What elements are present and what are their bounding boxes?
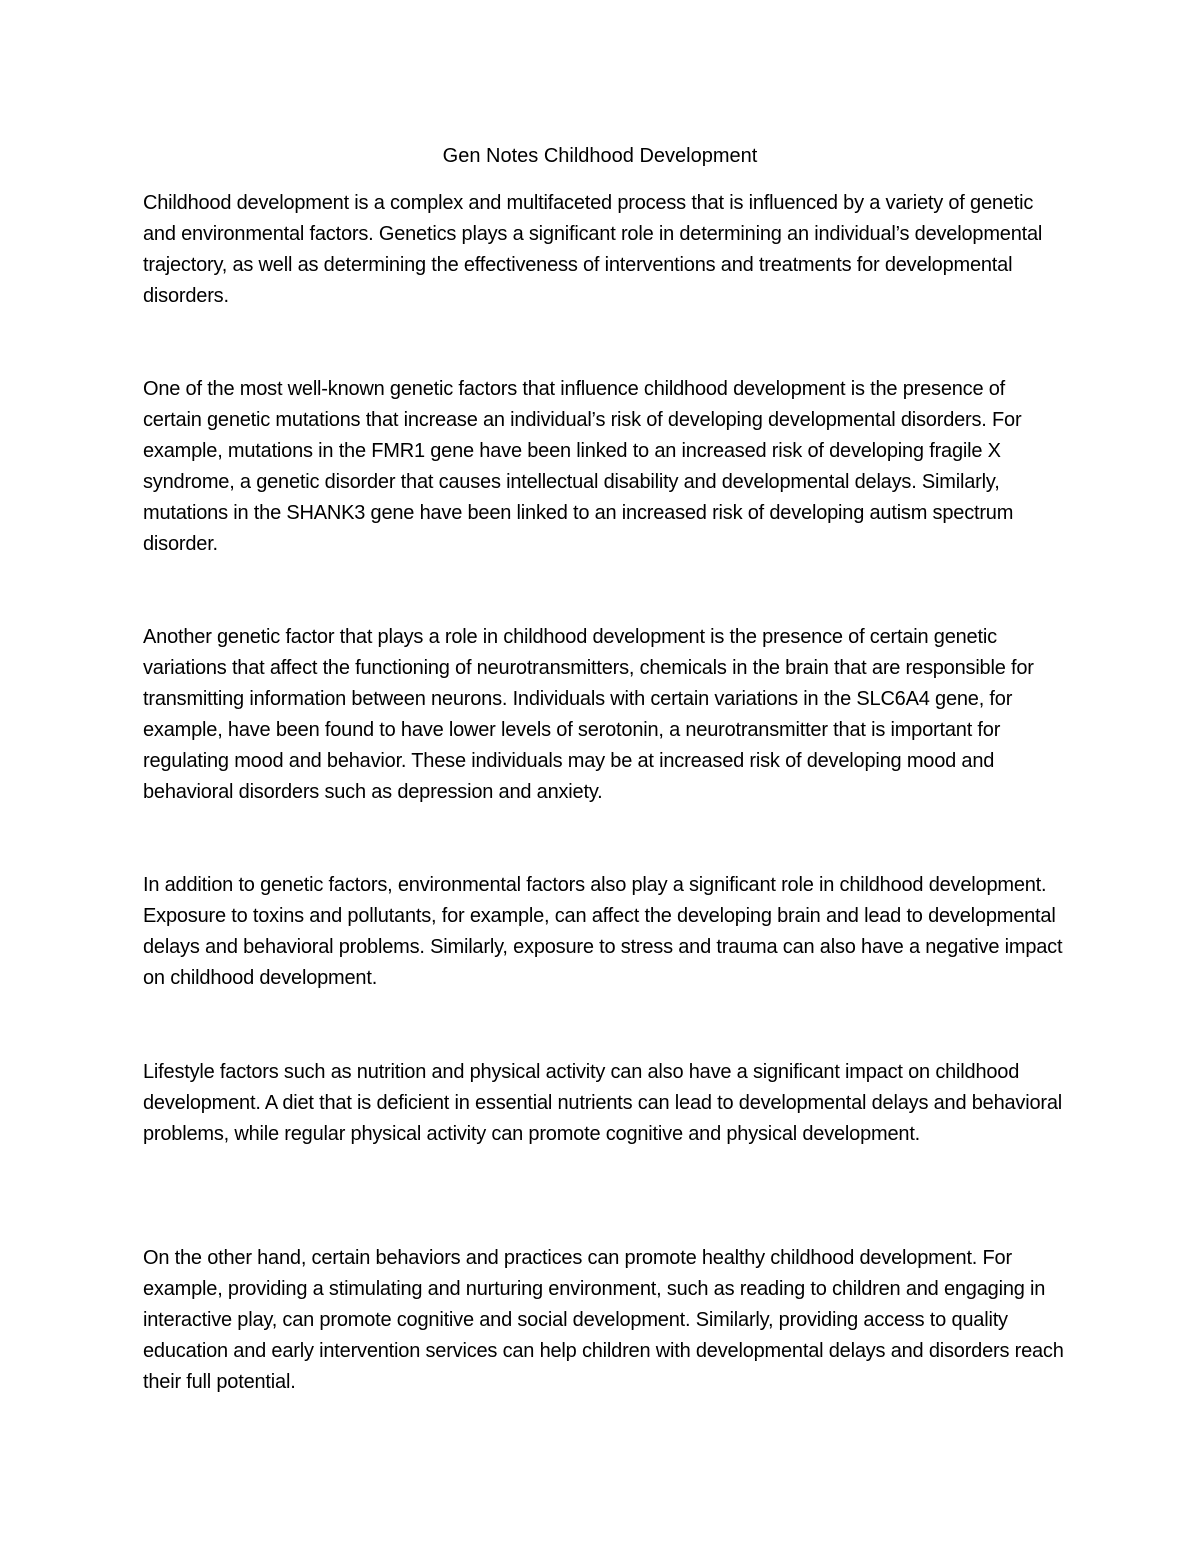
paragraph-healthy-practices: On the other hand, certain behaviors and practices can promote healthy childhood development. For example, providing a stimulating and nurturing environment, such as reading to children and engaging in interactive play, can promote cognitive and social development. Similarly, providing access to quality education and early intervention services can help children with developmental delays and disorders reach their full potential. [143,1247,1064,1393]
paragraph-environmental-factors: In addition to genetic factors, environmental factors also play a significant role in childhood development. Exposure to toxins and pollutants, for example, can affect the developing brain and lead to developmental delays and behavioral problems. Similarly, exposure to stress and trauma can also have a negative impact on childhood development. [143,874,1063,989]
paragraph-genetic-mutations: One of the most well-known genetic factors that influence childhood development is the presence of certain genetic mutations that increase an individual’s risk of developing developmental disorders. For example, mutations in the FMR1 gene have been linked to an increased risk of developing fragile X syndrome, a genetic disorder that causes intellectual disability and developmental delays. Similarly, mutations in the SHANK3 gene have been linked to an increased risk of developing autism spectrum disorder. [143,378,1022,555]
paragraph-intro: Childhood development is a complex and multifaceted process that is influenced by a variety of genetic and environmental factors. Genetics plays a significant role in determining an individual’s developmental trajectory, as well as determining the effectiveness of interventions and treatments for developmental disorders. [143,192,1043,307]
paragraph-lifestyle-factors: Lifestyle factors such as nutrition and physical activity can also have a significant impact on childhood development. A diet that is deficient in essential nutrients can lead to developmental delays and behavioral problems, while regular physical activity can promote cognitive and physical development. [143,1061,1063,1145]
paragraph-neurotransmitters: Another genetic factor that plays a role in childhood development is the presence of certain genetic variations that affect the functioning of neurotransmitters, chemicals in the brain that are responsible for transmitting information between neurons. Individuals with certain variations in the SLC6A4 gene, for example, have been found to have lower levels of serotonin, a neurotransmitter that is important for regulating mood and behavior. These individuals may be at increased risk of developing mood and behavioral disorders such as depression and anxiety. [143,626,1034,803]
page-title: Gen Notes Childhood Development [442,145,758,167]
